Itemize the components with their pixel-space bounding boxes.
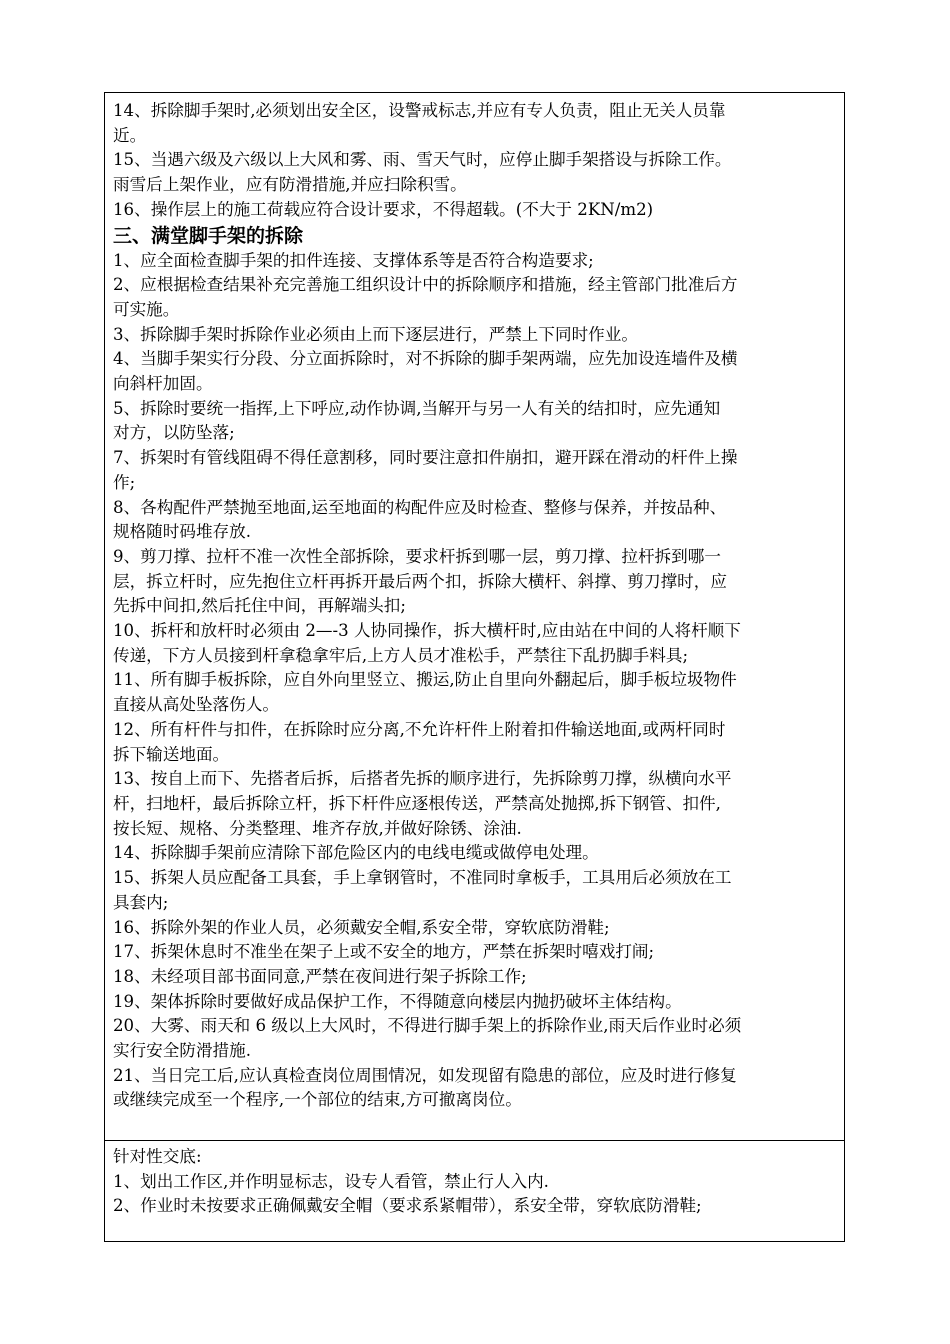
list-item: 10、拆杆和放杆时必须由 2—-3 人协同操作，拆大横杆时,应由站在中间的人将杆顺下 传递，下方人员接到杆拿稳拿牢后,上方人员才准松手，严禁往下乱扔脚手料具; [113, 621, 741, 665]
upper-cell [113, 99, 838, 1113]
list-item: 8、各构配件严禁抛至地面,运至地面的构配件应及时检查、整修与保养，并按品种、 规格随时码堆存放. [113, 497, 727, 542]
list-item: 1、划出工作区,并作明显标志，设专人看管，禁止行人入内. [113, 1171, 549, 1191]
list-item: 15、当遇六级及六级以上大风和雾、雨、雪天气时，应停止脚手架搭设与拆除工作。 雨雪后上架作业，应有防滑措施,并应扫除积雪。 [113, 150, 732, 195]
list-item: 13、按自上而下、先搭者后拆，后搭者先拆的顺序进行，先拆除剪刀撑，纵横向水平 杆，扫地杆，最后拆除立杆，拆下杆件应逐根传送，严禁高处抛掷,拆下钢管、扣件, 按长短、规格、分类整理、堆齐存放,并做好除锈、涂油. [113, 769, 732, 838]
list-item: 16、拆除外架的作业人员，必须戴安全帽,系安全带，穿软底防滑鞋; [113, 917, 610, 937]
targeted-briefing-cell [113, 1145, 838, 1219]
list-item: 1、应全面检查脚手架的扣件连接、支撑体系等是否符合构造要求; [113, 250, 594, 270]
list-item: 2、应根据检查结果补充完善施工组织设计中的拆除顺序和措施，经主管部门批准后方 可实施。 [113, 275, 738, 319]
list-item: 3、拆除脚手架时拆除作业必须由上而下逐层进行，严禁上下同时作业。 [113, 324, 638, 344]
list-item: 19、架体拆除时要做好成品保护工作，不得随意向楼层内抛扔破坏主体结构。 [113, 991, 682, 1011]
list-item: 14、拆除脚手架时,必须划出安全区，设警戒标志,并应有专人负责，阻止无关人员靠 近。 [113, 101, 726, 145]
list-item: 18、未经项目部书面同意,严禁在夜间进行架子拆除工作; [113, 966, 527, 986]
list-item: 9、剪刀撑、拉杆不准一次性全部拆除，要求杆拆到哪一层，剪刀撑、拉杆拆到哪一 层，拆立杆时，应先抱住立杆再拆开最后两个扣，拆除大横杆、斜撑、剪刀撑时，应 先拆中间扣,然后托住中间，再解端头扣; [113, 546, 727, 616]
list-item: 12、所有杆件与扣件，在拆除时应分离,不允许杆件上附着扣件输送地面,或两杆同时 拆下输送地面。 [113, 719, 726, 764]
list-item: 15、拆架人员应配备工具套，手上拿钢管时，不准同时拿板手，工具用后必须放在工 具套内; [113, 868, 732, 912]
list-item: 4、当脚手架实行分段、分立面拆除时，对不拆除的脚手架两端，应先加设连墙件及横 向斜杆加固。 [113, 349, 738, 394]
list-item: 7、拆架时有管线阻碍不得任意割移，同时要注意扣件崩扣，避开踩在滑动的杆件上操 作; [113, 448, 738, 492]
document-table [104, 92, 845, 1242]
section-heading: 三、满堂脚手架的拆除 [113, 224, 304, 247]
list-item: 14、拆除脚手架前应清除下部危险区内的电线电缆或做停电处理。 [113, 843, 599, 863]
row-divider [105, 1140, 844, 1141]
list-item: 21、当日完工后,应认真检查岗位周围情况，如发现留有隐患的部位，应及时进行修复 或继续完成至一个程序,一个部位的结束,方可撤离岗位。 [113, 1065, 737, 1110]
list-item: 11、所有脚手板拆除，应自外向里竖立、搬运,防止自里向外翻起后，脚手板垃圾物件 直接从高处坠落伤人。 [113, 670, 737, 715]
list-item: 17、拆架休息时不准坐在架子上或不安全的地方，严禁在拆架时嘻戏打闹; [113, 942, 655, 962]
list-item: 2、作业时未按要求正确佩戴安全帽（要求系紧帽带），系安全带，穿软底防滑鞋; [113, 1196, 702, 1216]
list-item: 5、拆除时要统一指挥,上下呼应,动作协调,当解开与另一人有关的结扣时，应先通知 对方，以防坠落; [113, 398, 721, 443]
list-item: 20、大雾、雨天和 6 级以上大风时，不得进行脚手架上的拆除作业,雨天后作业时必须 实行安全防滑措施. [113, 1016, 742, 1061]
list-item: 16、操作层上的施工荷载应符合设计要求，不得超载。(不大于 2KN/m2) [113, 199, 654, 219]
briefing-label: 针对性交底: [113, 1147, 202, 1166]
